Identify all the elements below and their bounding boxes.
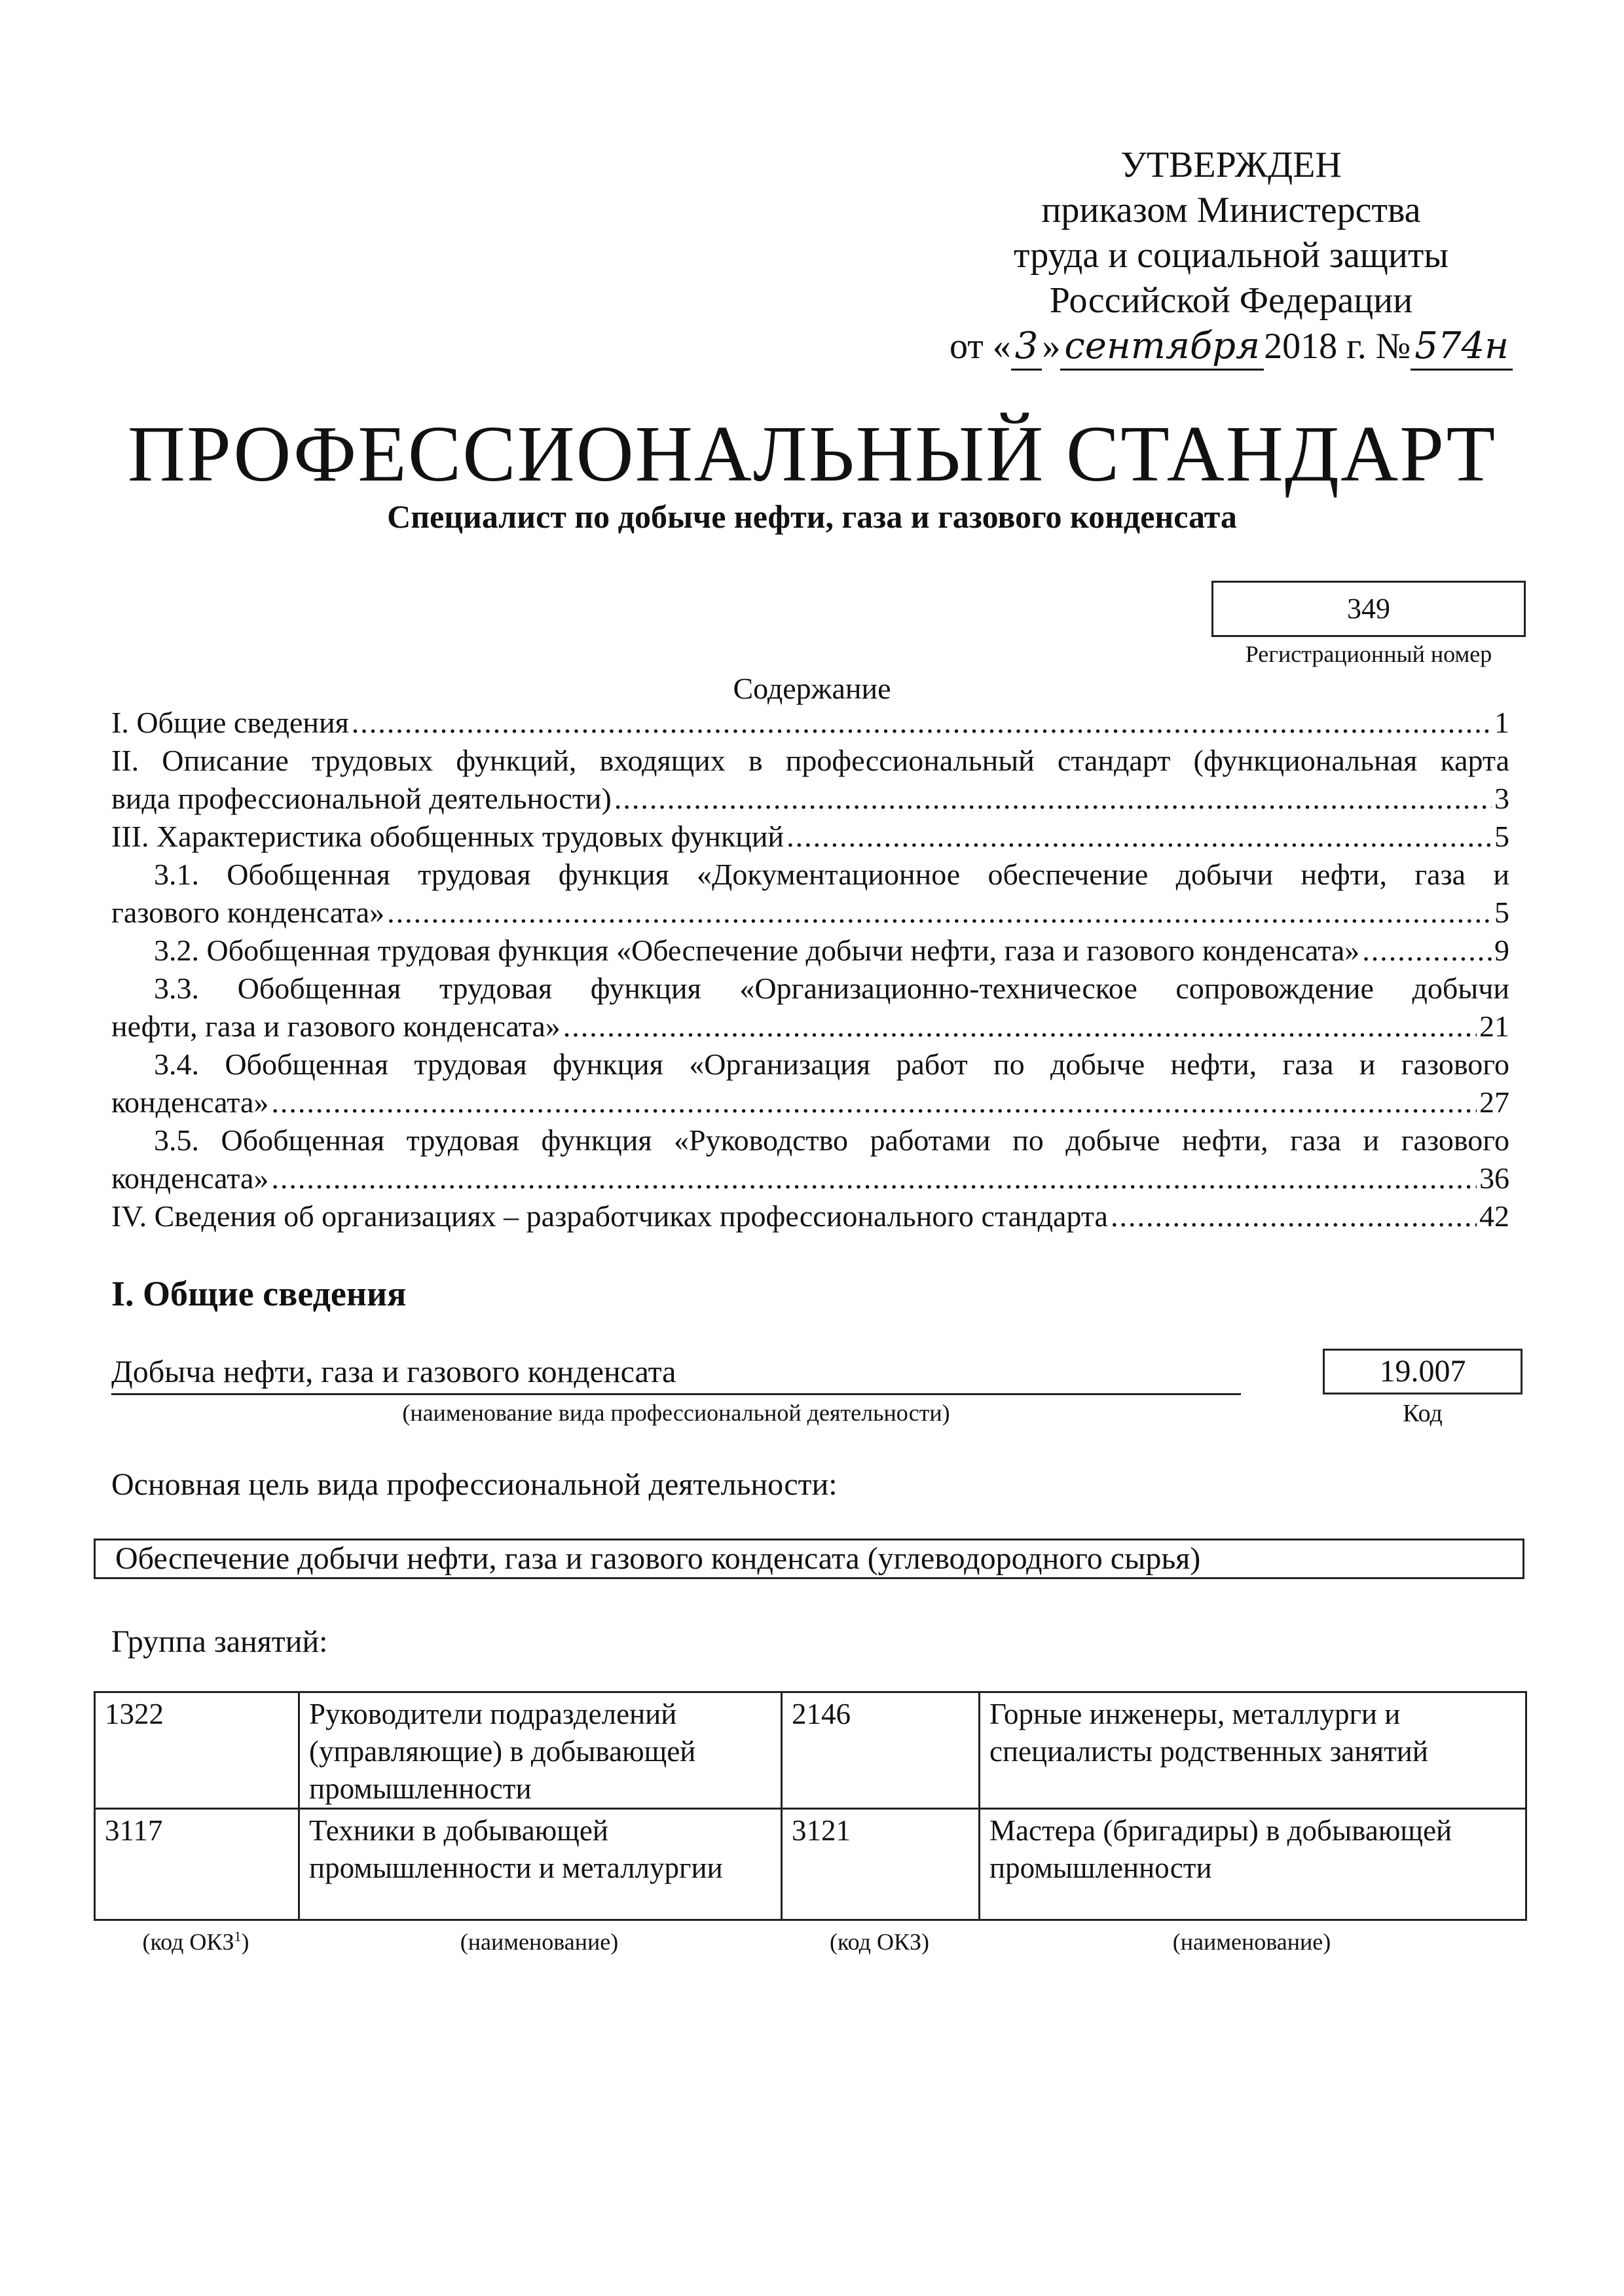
toc-entry-title: нефти, газа и газового конденсата» bbox=[111, 1010, 561, 1043]
toc-page-number: 42 bbox=[1479, 1199, 1509, 1233]
okz-code-cell: 1322 bbox=[95, 1692, 299, 1809]
table-caption-name-2: (наименование) bbox=[1172, 1929, 1331, 1955]
toc-page-number: 21 bbox=[1479, 1010, 1509, 1043]
date-mid: » bbox=[1042, 326, 1061, 367]
occupation-name-cell: Мастера (бригадиры) в добывающей промышленности bbox=[980, 1809, 1526, 1920]
toc-heading: Содержание bbox=[733, 672, 891, 705]
footnote-mark[interactable]: 1 bbox=[234, 1928, 242, 1944]
toc-page-number: 5 bbox=[1494, 820, 1509, 853]
table-row bbox=[95, 1809, 1526, 1920]
occupation-name-cell: Руководители подразделений (управляющие) в добывающей промышленности bbox=[299, 1692, 782, 1809]
caption-close: ) bbox=[241, 1929, 249, 1955]
toc-entry-title: III. Характеристика обобщенных трудовых функций bbox=[111, 820, 784, 853]
occupation-table bbox=[94, 1691, 1527, 1921]
activity-caption: (наименование вида профессиональной деятельности) bbox=[402, 1400, 950, 1426]
toc-entry-title: вида профессиональной деятельности) bbox=[111, 782, 612, 815]
date-month: сентября bbox=[1060, 323, 1264, 371]
toc-leader bbox=[271, 1084, 1477, 1121]
toc-entry[interactable] bbox=[111, 856, 1509, 932]
toc-leader bbox=[1362, 932, 1492, 970]
toc-entry[interactable] bbox=[111, 704, 1509, 742]
table-caption-name: (наименование) bbox=[460, 1929, 619, 1955]
activity-name: Добыча нефти, газа и газового конденсата bbox=[111, 1353, 1241, 1395]
toc-entry-title: 3.2. Обобщенная трудовая функция «Обеспечение добычи нефти, газа и газового конденсата» bbox=[154, 934, 1360, 967]
approval-block bbox=[904, 143, 1559, 371]
toc-entry-title: I. Общие сведения bbox=[111, 706, 349, 739]
toc-page-number: 5 bbox=[1494, 896, 1509, 929]
toc-page-number: 36 bbox=[1479, 1161, 1509, 1195]
toc-entry[interactable] bbox=[111, 1197, 1509, 1235]
occupation-group-label: Группа занятий: bbox=[111, 1624, 328, 1659]
toc-entry[interactable] bbox=[111, 1046, 1509, 1121]
approval-line-order: приказом Министерства bbox=[1041, 190, 1421, 230]
okz-code-cell: 3117 bbox=[95, 1809, 299, 1920]
toc-leader bbox=[614, 780, 1492, 818]
date-day: 3 bbox=[1011, 323, 1043, 371]
okz-code-cell: 3121 bbox=[782, 1809, 980, 1920]
toc-leader bbox=[271, 1159, 1477, 1197]
toc-page-number: 3 bbox=[1494, 782, 1509, 815]
registration-number-box: 349 bbox=[1211, 581, 1526, 637]
toc-entry[interactable] bbox=[111, 1121, 1509, 1197]
date-year: 2018 г. № bbox=[1264, 326, 1411, 367]
toc-entry[interactable] bbox=[111, 742, 1509, 818]
registration-number-caption: Регистрационный номер bbox=[1245, 641, 1492, 667]
toc-leader bbox=[1111, 1197, 1477, 1235]
section-title: I. Общие сведения bbox=[111, 1274, 407, 1313]
table-caption-code-okz-2: (код ОКЗ) bbox=[830, 1929, 929, 1955]
toc-leader bbox=[387, 894, 1492, 932]
approval-date-line bbox=[904, 323, 1559, 371]
toc-entry-title-line1: II. Описание трудовых функций, входящих в профессиональный стандарт (функциональная карта bbox=[111, 744, 1509, 777]
toc-entry[interactable] bbox=[111, 970, 1509, 1046]
toc-entry-title-line1: 3.5. Обобщенная трудовая функция «Руководство работами по добыче нефти, газа и газового bbox=[154, 1123, 1509, 1157]
approval-line-federation: Российской Федерации bbox=[1049, 280, 1413, 321]
caption-text: (код ОКЗ bbox=[142, 1929, 234, 1955]
occupation-name-cell: Техники в добывающей промышленности и металлургии bbox=[299, 1809, 782, 1920]
toc-entry-title-line1: 3.3. Обобщенная трудовая функция «Организационно-техническое сопровождение добычи bbox=[154, 972, 1509, 1005]
okz-code-cell: 2146 bbox=[782, 1692, 980, 1809]
document-title: ПРОФЕССИОНАЛЬНЫЙ СТАНДАРТ bbox=[127, 410, 1497, 498]
toc-entry-title: конденсата» bbox=[111, 1161, 269, 1195]
toc-page-number: 27 bbox=[1479, 1085, 1509, 1119]
toc-leader bbox=[563, 1008, 1477, 1046]
document-subtitle: Специалист по добыче нефти, газа и газового конденсата bbox=[387, 498, 1237, 535]
goal-label: Основная цель вида профессиональной деятельности: bbox=[111, 1467, 838, 1502]
activity-code-caption: Код bbox=[1403, 1400, 1443, 1427]
date-prefix: от « bbox=[950, 326, 1011, 367]
order-number: 574н bbox=[1411, 323, 1513, 371]
toc-entry-title-line1: 3.1. Обобщенная трудовая функция «Документационное обеспечение добычи нефти, газа и bbox=[154, 858, 1509, 891]
occupation-name-cell: Горные инженеры, металлурги и специалисты родственных занятий bbox=[980, 1692, 1526, 1809]
goal-box: Обеспечение добычи нефти, газа и газового конденсата (углеводородного сырья) bbox=[94, 1539, 1524, 1579]
toc-entry[interactable] bbox=[111, 932, 1509, 970]
toc-leader bbox=[352, 704, 1492, 742]
toc-entry-title-line1: 3.4. Обобщенная трудовая функция «Организация работ по добыче нефти, газа и газового bbox=[154, 1048, 1509, 1081]
toc-page-number: 9 bbox=[1494, 934, 1509, 967]
toc-entry-title: конденсата» bbox=[111, 1085, 269, 1119]
approval-heading: УТВЕРЖДЕН bbox=[1120, 145, 1342, 185]
toc-entry[interactable] bbox=[111, 818, 1509, 856]
toc-entry-title: газового конденсата» bbox=[111, 896, 385, 929]
table-caption-code-okz bbox=[94, 1928, 298, 1956]
table-of-contents bbox=[111, 704, 1509, 1235]
toc-page-number: 1 bbox=[1494, 706, 1509, 739]
toc-entry-title: IV. Сведения об организациях – разработчиках профессионального стандарта bbox=[111, 1199, 1108, 1233]
activity-code-box: 19.007 bbox=[1323, 1349, 1522, 1394]
approval-line-ministry: труда и социальной защиты bbox=[1014, 235, 1449, 276]
toc-leader bbox=[786, 818, 1492, 856]
table-row bbox=[95, 1692, 1526, 1809]
